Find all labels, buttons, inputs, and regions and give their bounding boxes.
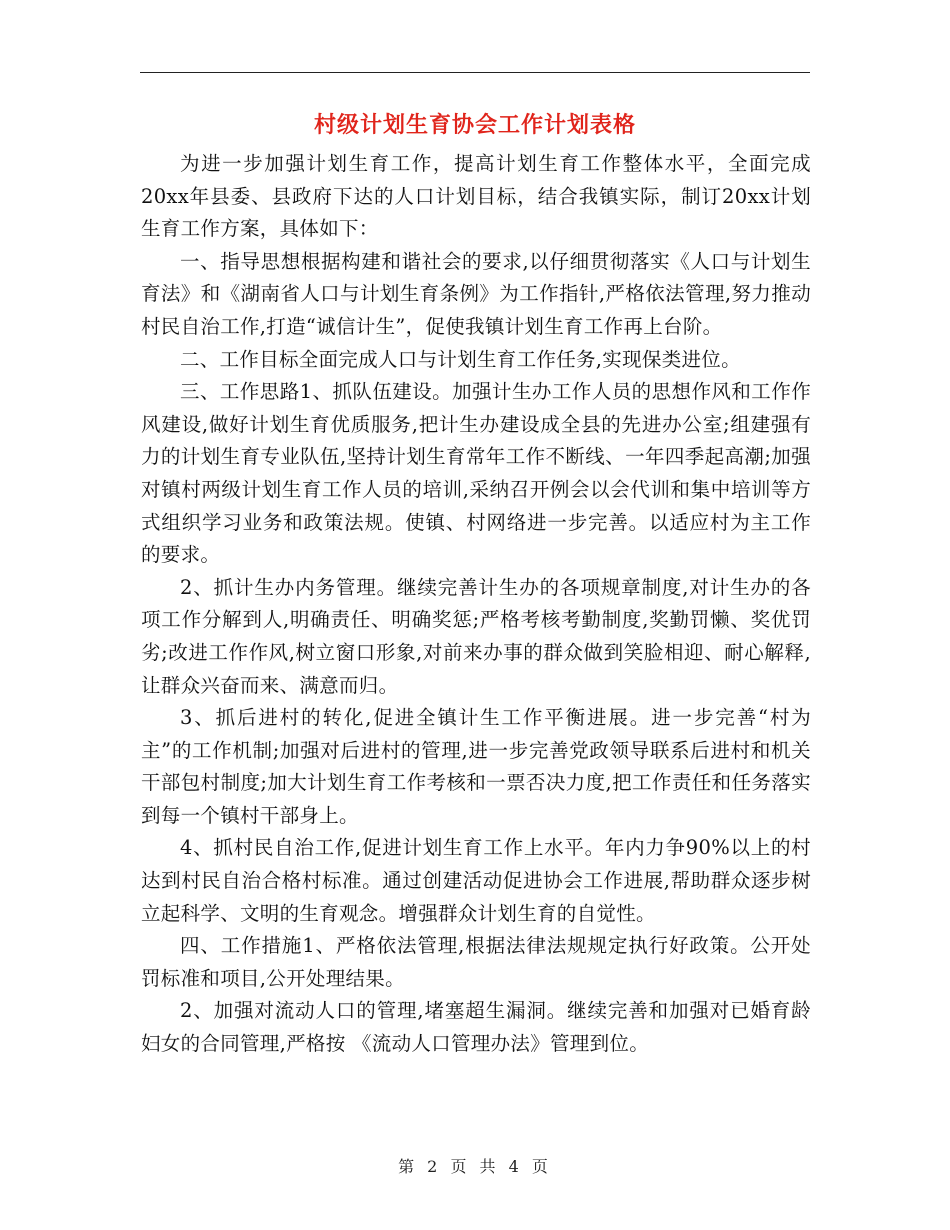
paragraph-measures-1: 四、工作措施1、严格依法管理,根据法律法规规定执行好政策。公开处罚标准和项目,公开处理结果。 [141, 934, 811, 990]
paragraph-work-approach-4: 4、抓村民自治工作,促进计划生育工作上水平。年内力争90%以上的村达到村民自治合格村标准。通过创建活动促进协会工作进展,帮助群众逐步树立起科学、文明的生育观念。增强群众计划生育的自觉性。 [141, 836, 811, 925]
paragraph-measures-2: 2、加强对流动人口的管理,堵塞超生漏洞。继续完善和加强对已婚育龄妇女的合同管理,严格按 《流动人口管理办法》管理到位。 [141, 999, 811, 1056]
document-body [141, 148, 811, 1061]
paragraph-work-goal: 二、工作目标全面完成人口与计划生育工作任务,实现保类进位。 [180, 347, 741, 371]
paragraph-work-approach-2: 2、抓计生办内务管理。继续完善计生办的各项规章制度,对计生办的各项工作分解到人,明确责任、明确奖惩;严格考核考勤制度,奖勤罚懒、奖优罚劣;改进工作作风,树立窗口形象,对前来办事的群众做到笑脸相迎、耐心解释,让群众兴奋而来、满意而归。 [141, 575, 811, 697]
paragraph-work-approach-3: 3、抓后进村的转化,促进全镇计生工作平衡进展。进一步完善“村为主”的工作机制;加强对后进村的管理,进一步完善党政领导联系后进村和机关干部包村制度;加大计划生育工作考核和一票否决力度,把工作责任和任务落实到每一个镇村干部身上。 [141, 706, 811, 827]
page-number-footer: 第 2 页 共 4 页 [398, 1157, 552, 1176]
paragraph-intro: 为进一步加强计划生育工作，提高计划生育工作整体水平，全面完成20xx年县委、县政府下达的人口计划目标，结合我镇实际，制订20xx计划生育工作方案，具体如下： [141, 152, 811, 241]
document-title: 村级计划生育协会工作计划表格 [313, 112, 636, 138]
paragraph-guiding-thought: 一、指导思想根据构建和谐社会的要求,以仔细贯彻落实《人口与计划生育法》和《湖南省人口与计划生育条例》为工作指针,严格依法管理,努力推动村民自治工作,打造“诚信计生”，促使我镇计划生育工作再上台阶。 [141, 249, 811, 338]
paragraph-work-approach-1: 三、工作思路1、抓队伍建设。加强计生办工作人员的思想作风和工作作风建设,做好计划生育优质服务,把计生办建设成全县的先进办公室;组建强有力的计划生育专业队伍,坚持计划生育常年工作不断线、一年四季起高潮;加强对镇村两级计划生育工作人员的培训,采纳召开例会以会代训和集中培训等方式组织学习业务和政策法规。使镇、村网络进一步完善。以适应村为主工作的要求。 [141, 380, 811, 567]
header-rule [140, 72, 810, 73]
